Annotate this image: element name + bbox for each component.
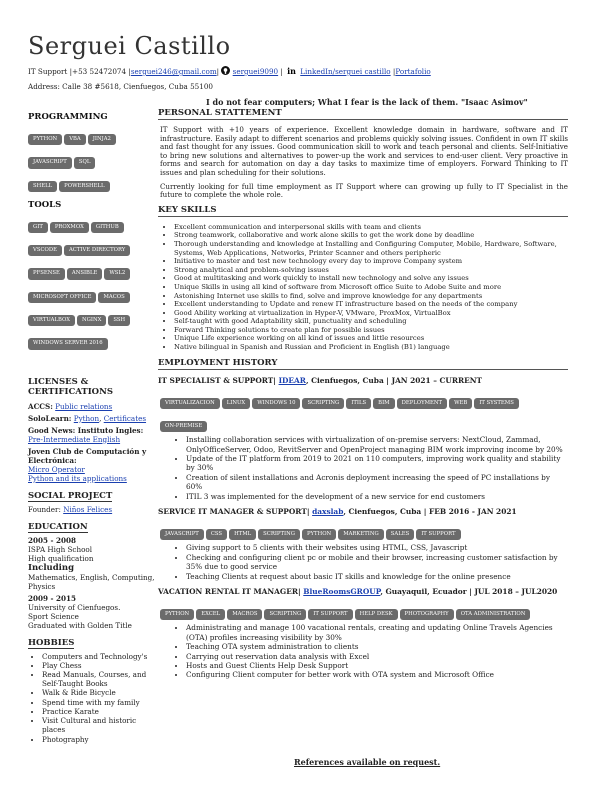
tag: MACROS (227, 609, 262, 620)
github-icon (221, 66, 230, 75)
portfolio-link[interactable]: Portafolio (395, 67, 431, 76)
list-item: • Read Manuals, Courses, and Self-Taught Books (42, 670, 156, 688)
tools-tags (28, 213, 156, 353)
phone-text: +53 52472074 (72, 67, 127, 76)
edu1-including: Including (28, 562, 75, 573)
tag: VIRTUALBOX (28, 315, 75, 326)
tag: WEB (449, 398, 472, 409)
candidate-name: Serguei Castillo (28, 32, 231, 60)
employment-title: EMPLOYMENT HISTORY (158, 358, 568, 370)
list-item: • Giving support to 5 clients with their websites using HTML, CSS, Javascript (186, 543, 568, 552)
edu2-detail: Sport Science (28, 611, 79, 621)
hobbies-list (28, 652, 156, 744)
licenses-title: LICENSES & CERTIFICATIONS (28, 376, 113, 397)
programming-tags (28, 125, 156, 195)
github-link[interactable]: serguei9090 (232, 67, 279, 76)
list-item: • Excellent communication and interpersonal skills with team and clients (174, 223, 568, 232)
joven-label: Joven Club de Computación y Electrónica: (28, 446, 147, 465)
skills-list (158, 223, 568, 352)
joven-python[interactable]: Python and its applications (28, 473, 127, 483)
list-item: • Forward Thinking solutions to create plan for possible issues (174, 326, 568, 335)
job-company-link[interactable]: daxslab (312, 507, 344, 517)
tag: ACTIVE DIRECTORY (64, 245, 130, 256)
tag: LINUX (222, 398, 250, 409)
statement-paragraph-1: IT Support with +10 years of experience. Excellent knowledge domain in hardware, software and IT infrastructure. Easily adapt to different scenarios and problems quickly solving issues. Confident in own IT skills and fast thought for any issues. Good communication skill to work and teach personal and clients. Self-Initiative to bring new solutions and alternatives to power-up the work and services to end-user client. Very proactive in forms and search for automation on day a day tasks to maximize time of employers. Forward Thinking to IT issues and plan scheduling for their solutions. (160, 125, 568, 177)
list-item: • Creation of silent installations and Acronis deployment increasing the speed of PC installations by 60% (186, 473, 568, 492)
list-item: • Unique Life experience working on all kind of issues and little resources (174, 334, 568, 343)
job-role: IT SPECIALIST & SUPPORT| (158, 375, 276, 385)
edu2-years: 2009 - 2015 (28, 593, 76, 603)
tag: JAVASCRIPT (28, 157, 72, 168)
list-item: • Installing collaboration services with virtualization of on-premise servers: NextCloud, Zammad, OnlyOfficeServer, Odoo, RevitServer and OpenProject managing BIM work improving income by 20% (186, 435, 568, 454)
tag: EXCEL (196, 609, 225, 620)
list-item: • Strong teamwork, collaborative and work alone skills to get the work done by deadline (174, 231, 568, 240)
goodnews-label: Good News: Instituto Ingles: (28, 425, 144, 435)
tag: VBA (64, 134, 86, 145)
list-item: • Teaching OTA system administration to clients (186, 642, 568, 651)
hobbies-title: HOBBIES (28, 637, 75, 648)
sololearn-python[interactable]: Python (73, 413, 100, 423)
list-item: • Native bilingual in Spanish and Russian and Proficient in English (B1) language (174, 343, 568, 352)
tag: PYTHON (28, 134, 62, 145)
job-company-link[interactable]: IDEAR (278, 375, 306, 385)
list-item: • Hosts and Guest Clients Help Desk Support (186, 661, 568, 670)
education-title: EDUCATION (28, 521, 88, 532)
edu1-subjects: Mathematics, English, Computing, Physics (28, 572, 155, 591)
tag: MARKETING (338, 529, 384, 540)
statement-paragraph-2: Currently looking for full time employment as IT Support where can growing up fully to IT Specialist in the future to complete the whole role. (160, 181, 568, 200)
tag: IT SUPPORT (308, 609, 352, 620)
job-role: VACATION RENTAL IT MANAGER| (158, 587, 301, 597)
edu1-school: ISPA High School (28, 544, 93, 554)
sololearn-label: SoloLearn: (28, 413, 72, 423)
skills-title: KEY SKILLS (158, 205, 568, 217)
list-item: • Computers and Technology's (42, 652, 156, 661)
goodnews-value[interactable]: Pre-Intermediate English (28, 434, 121, 444)
tag: ITILS (346, 398, 371, 409)
list-item: • Walk & Ride Bicycle (42, 688, 156, 697)
founder-label: Founder: (28, 504, 61, 514)
tag: VIRTUALIZACION (160, 398, 220, 409)
list-item: • Visit Cultural and historic places (42, 716, 156, 734)
edu2-grad: Graduated with Golden Title (28, 620, 132, 630)
linkedin-icon: in (287, 66, 296, 76)
tag: BIM (373, 398, 394, 409)
edu2-school: University of Cienfuegos. (28, 602, 121, 612)
joven-micro[interactable]: Micro Operator (28, 464, 85, 474)
job-daxslab (158, 507, 568, 581)
tag: IT SYSTEMS (474, 398, 519, 409)
job-company-link[interactable]: BlueRoomsGROUP (303, 587, 381, 597)
left-column: PROGRAMMING PYTHON VBA JINJA2 JAVASCRIPT SQL SHELL POWERSHELL TOOLS GIT PROXMOX GITHUB VSCODE ACTIVE DIRECTORY PFSENSE ANSIBLE WSL2 MICROSOFT OFFICE MACOS VIRTUALBOX NGINX SSH WINDOWS SERVER 2016 LICENSES & CERTIFICATIONS ACCS: Public relations SoloLearn: Python, Certificates Good News: Instituto Ingles: Pre-Intermediate English Joven Club de Computación y Electrónica: Micro Operator Python and its applications SOCIAL PROJECT Founder: Niños Felices EDUCATION 2005 - 2008 ISPA High School High qualification Including Mathematics, English, Computing, Physics 2009 - 2015 University of Cienfuegos. Sport Science Graduated with Golden Title HOBBIES • Computers and Technology's • Play Chess • Read Manuals, Courses, and Self-Taught Books • Walk & Ride Bicycle • Spend time with my family • Practice Karate • Visit Cultural and historic places • Photography (28, 112, 156, 744)
tag: JINJA2 (88, 134, 116, 145)
tag: IT SUPPORT (416, 529, 460, 540)
list-item: • Initiative to master and test new technology every day to improve Company system (174, 257, 568, 266)
tag: HTML (229, 529, 256, 540)
job-meta: , Guayaquil, Ecuador | JUL 2018 – JUL2020 (380, 587, 558, 597)
tag: ON-PREMISE (160, 421, 207, 432)
tag: SCRIPTING (264, 609, 306, 620)
edu1-years: 2005 - 2008 (28, 535, 76, 545)
address-text: Address: Calle 38 #5618, Cienfuegos, Cuba 55100 (28, 82, 213, 91)
acc-label: ACCS: (28, 401, 53, 411)
job-meta: , Cienfuegos, Cuba | JAN 2021 – CURRENT (305, 375, 483, 385)
list-item: • Good at multitasking and work quickly to install new technology and solve any issues (174, 274, 568, 283)
founder-value[interactable]: Niños Felices (63, 504, 113, 514)
quote-text: I do not fear computers; What I fear is the lack of them. "Isaac Asimov" (206, 97, 528, 107)
list-item: • Unique Skills in using all kind of software from Microsoft office Suite to Adobe Suite and more (174, 283, 568, 292)
tag: GIT (28, 222, 48, 233)
tag: SCRIPTING (302, 398, 344, 409)
tag: GITHUB (91, 222, 124, 233)
tag: POWERSHELL (59, 181, 109, 192)
list-item: • Astonishing Internet use skills to find, solve and improve knowledge for any departments (174, 292, 568, 301)
references-note: References available on request. (294, 757, 441, 767)
contact-line: IT Support |+53 52472074 |serguei246@gmail.com| serguei9090 | in LinkedIn/serguei castillo |Portafolio (28, 66, 431, 76)
list-item: • Configuring Client computer for better work with OTA system and Microsoft Office (186, 670, 568, 679)
job-bluerooms (158, 587, 568, 680)
list-item: • Strong analytical and problem-solving issues (174, 266, 568, 275)
social-title: SOCIAL PROJECT (28, 490, 113, 501)
email-link[interactable]: serguei246@gmail.com (130, 67, 217, 76)
list-item: • Excellent understanding to Update and renew IT infrastructure based on the needs of the company (174, 300, 568, 309)
list-item: • Spend time with my family (42, 698, 156, 707)
list-item: • Self-taught with good Adaptability skill, punctuality and scheduling (174, 317, 568, 326)
tools-title: TOOLS (28, 199, 62, 210)
statement-title: PERSONAL STATTEMENT (158, 108, 568, 120)
tag: PROXMOX (50, 222, 89, 233)
programming-title: PROGRAMMING (28, 112, 108, 122)
list-item: • Administrating and manage 100 vacational rentals, creating and updating Online Travels Agencies (OTA) profiles increasing visibility by 30% (186, 623, 568, 642)
list-item: • Teaching Clients at request about basic IT skills and knowledge for the online presence (186, 572, 568, 581)
tag: SQL (74, 157, 96, 168)
list-item: • Checking and configuring client pc or mobile and their browser, increasing customer satisfaction by 35% due to good service (186, 553, 568, 572)
tag: SALES (386, 529, 414, 540)
tag: JAVASCRIPT (160, 529, 204, 540)
tag: SHELL (28, 181, 57, 192)
tag: OTA ADMINISTRATION (456, 609, 531, 620)
tag: PHOTOGRAPHY (400, 609, 454, 620)
tag: SCRIPTING (258, 529, 300, 540)
job-role: SERVICE IT MANAGER & SUPPORT| (158, 507, 310, 517)
tag: HELP DESK (355, 609, 398, 620)
tag: NGINX (77, 315, 106, 326)
edu1-detail: High qualification (28, 553, 94, 563)
tag: SSH (108, 315, 130, 326)
list-item: • Carrying out reservation data analysis with Excel (186, 652, 568, 661)
tag: WINDOWS 10 (252, 398, 300, 409)
tag: MICROSOFT OFFICE (28, 292, 96, 303)
tag: PFSENSE (28, 268, 65, 279)
list-item: • Play Chess (42, 661, 156, 670)
list-item: • Good Ability working at virtualization in Hyper-V, VMware, ProxMox, VirtualBox (174, 309, 568, 318)
tag: PYTHON (302, 529, 336, 540)
list-item: • ITIL 3 was implemented for the development of a new service for end customers (186, 492, 568, 501)
list-item: • Practice Karate (42, 707, 156, 716)
job-meta: , Cienfuegos, Cuba | FEB 2016 - JAN 2021 (343, 507, 517, 517)
acc-value[interactable]: Public relations (55, 401, 113, 411)
linkedin-link[interactable]: LinkedIn/serguei castillo (300, 67, 391, 76)
list-item: • Thorough understanding and knowledge at Installing and Configuring Computer, Mobile, Hardware, Software, Systems, Web Applications, Networks, Printer Scanner and others peripheric (174, 240, 568, 257)
tag: VSCODE (28, 245, 62, 256)
tag: PYTHON (160, 609, 194, 620)
sololearn-certificates[interactable]: Certificates (103, 413, 147, 423)
list-item: • Update of the IT platform from 2019 to 2021 on 110 computers, improving work quality and stability by 30% (186, 454, 568, 473)
tag: WINDOWS SERVER 2016 (28, 338, 108, 349)
tag: CSS (206, 529, 227, 540)
role-text: IT Support (28, 67, 68, 76)
tag: WSL2 (104, 268, 130, 279)
tag: MACOS (98, 292, 129, 303)
tag: ANSIBLE (67, 268, 102, 279)
list-item: • Photography (42, 735, 156, 744)
tag: DEPLOYMENT (397, 398, 448, 409)
job-idear (158, 376, 568, 501)
right-column (158, 108, 568, 680)
